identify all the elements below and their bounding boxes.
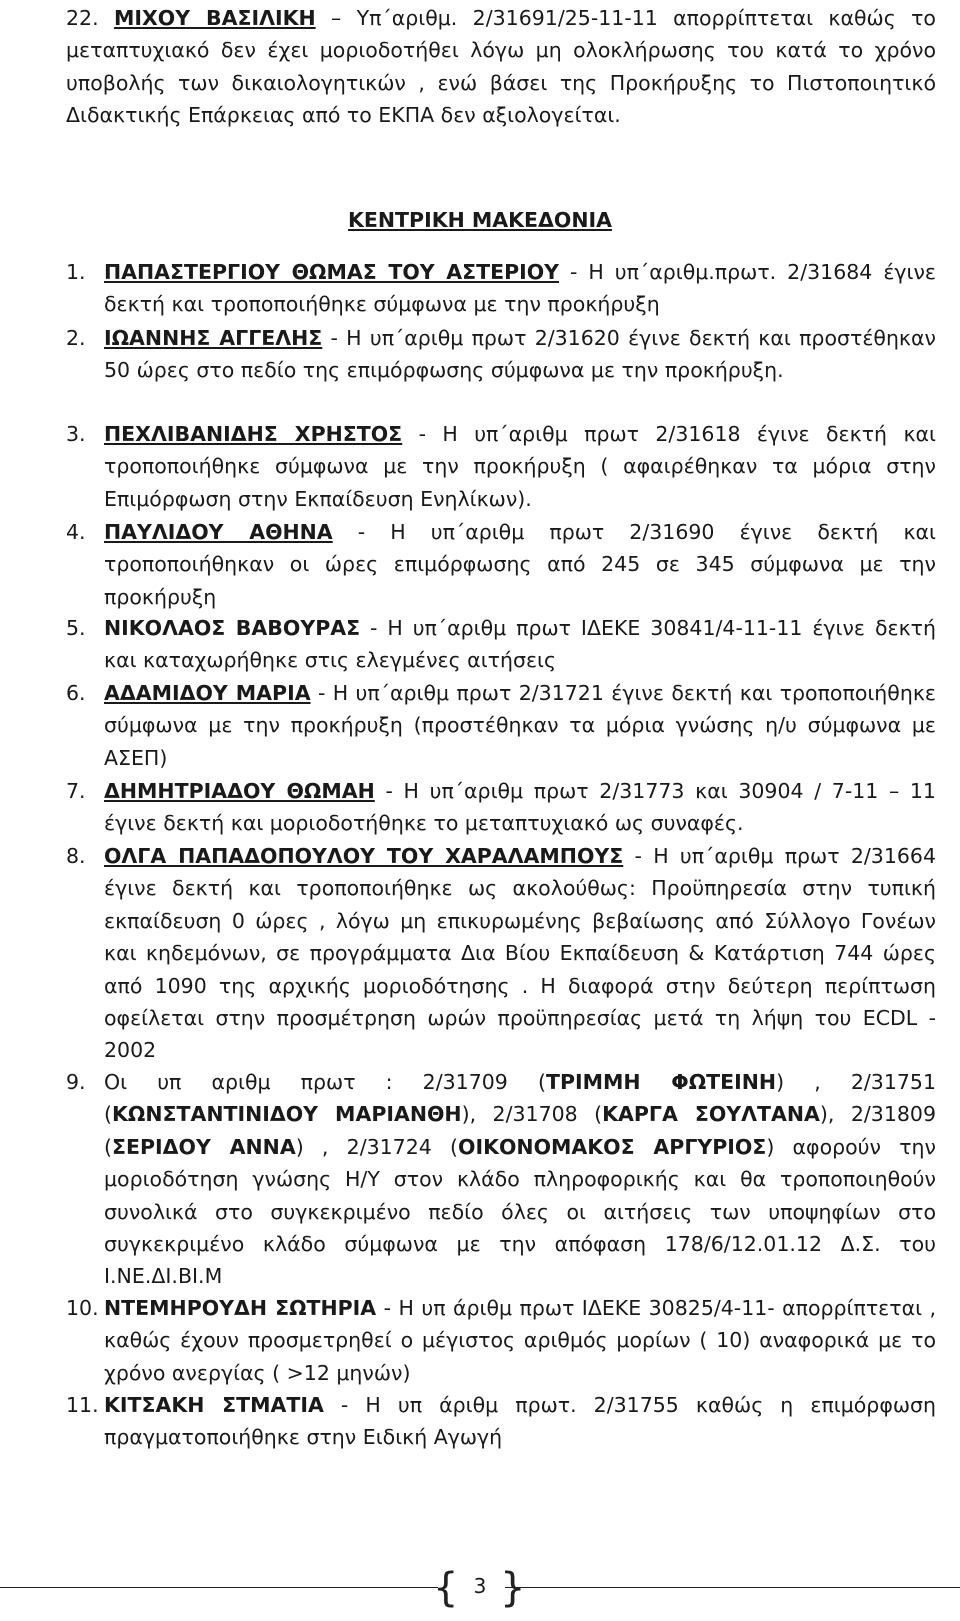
- item-name: ΑΔΑΜΙΔΟΥ ΜΑΡΙΑ: [104, 681, 311, 705]
- item-name: ΠΑΥΛΙΔΟΥ ΑΘΗΝΑ: [104, 520, 333, 544]
- item-name: ΝΤΕΜΗΡΟΥΔΗ ΣΩΤΗΡΙΑ: [104, 1296, 377, 1320]
- item-text: - Η υπ΄αριθμ πρωτ ΙΔΕΚΕ 30841/4-11-11 έγινε δεκτή και καταχωρήθηκε στις ελεγμένες αιτήσεις: [104, 616, 936, 673]
- entry-22: [66, 2, 936, 132]
- item-name: ΣΕΡΙΔΟΥ ΑΝΝΑ: [112, 1134, 296, 1159]
- item-text: - Η υπ΄αριθμ πρωτ 2/31620 έγινε δεκτή και προστέθηκαν 50 ώρες στο πεδίο της επιμόρφωσης σύμφωνα με την προκήρυξη.: [104, 326, 936, 383]
- item-number: 1.: [66, 260, 86, 284]
- item-text: ), 2/31809 (: [104, 1102, 936, 1159]
- item-name: ΙΩΑΝΝΗΣ ΑΓΓΕΛΗΣ: [104, 326, 323, 350]
- item-number: 10.: [66, 1296, 99, 1320]
- item-name: ΔΗΜΗΤΡΙΑΔΟΥ ΘΩΜΑΗ: [104, 779, 375, 803]
- item-name: ΟΙΚΟΝΟΜΑΚΟΣ ΑΡΓΥΡΙΟΣ: [458, 1134, 767, 1159]
- item-number: 7.: [66, 779, 86, 803]
- list-item: [66, 775, 936, 840]
- list-item: [66, 418, 936, 515]
- item-text: - Η υπ΄αριθμ πρωτ 2/31618 έγινε δεκτή και τροποποιήθηκε σύμφωνα με την προκήρυξη ( αφαιρέθηκαν τα μόρια στην Επιμόρφωση στην Εκπαίδευση Ενηλίκων).: [104, 422, 936, 511]
- item-text: - Η υπ άριθμ πρωτ. 2/31755 καθώς η επιμόρφωση πραγματοποιήθηκε στην Ειδική Αγωγή: [104, 1393, 936, 1450]
- list-item: [66, 1292, 936, 1389]
- left-brace-icon: {: [433, 1565, 459, 1611]
- item-number: 8.: [66, 844, 86, 868]
- footer-rule-left: [0, 1587, 438, 1588]
- item-text: ), 2/31708 (: [461, 1102, 603, 1127]
- item-name: ΟΛΓΑ ΠΑΠΑΔΟΠΟΥΛΟΥ ΤΟΥ ΧΑΡΑΛΑΜΠΟΥΣ: [104, 844, 624, 868]
- list-item: [66, 256, 936, 321]
- list-item: [66, 1066, 936, 1293]
- item-text: ) , 2/31751 (: [104, 1070, 937, 1127]
- item-text: - Η υπ΄αριθμ πρωτ 2/31721 έγινε δεκτή και τροποποιήθηκε σύμφωνα με την προκήρυξη (προστέθηκαν τα μόρια γνώσης η/υ σύμφωνα με ΑΣΕΠ): [104, 681, 936, 770]
- item-text: - Η υπ΄αριθμ πρωτ 2/31664 έγινε δεκτή και τροποποιήθηκε ως ακολούθως: Προϋπηρεσία στην τυπική εκπαίδευση 0 ώρες , λόγω μη επικυρωμένης βεβαίωσης από Σύλλογο Γονέων και κηδεμόνων, σε προγράμματα Δια Βίου Εκπαίδευση & Κατάρτιση 744 ώρες από 1090 της αρχικής μοριοδότησης . Η διαφορά στην δεύτερη περίπτωση οφείλεται στην προσμέτρηση ωρών προϋπηρεσίας μετά τη λήψη του ECDL - 2002: [104, 844, 937, 1063]
- right-brace-icon: {: [500, 1565, 526, 1611]
- footer-rule-right: [505, 1587, 960, 1588]
- item-name: ΚΩΝΣΤΑΝΤΙΝΙΔΟΥ ΜΑΡΙΑΝΘΗ: [112, 1102, 462, 1127]
- item-number: 3.: [66, 422, 86, 446]
- list-item: [66, 612, 936, 677]
- item-text: - Η υπ΄αριθμ.πρωτ. 2/31684 έγινε δεκτή και τροποποιήθηκε σύμφωνα με την προκήρυξη: [104, 260, 937, 317]
- item-name: ΚΑΡΓΑ ΣΟΥΛΤΑΝΑ: [602, 1102, 820, 1127]
- item-number: 6.: [66, 681, 86, 705]
- item-name: ΝΙΚΟΛΑΟΣ ΒΑΒΟΥΡΑΣ: [104, 616, 361, 640]
- item-number: 5.: [66, 616, 86, 640]
- item-number: 11.: [66, 1393, 99, 1417]
- page-number: 3: [473, 1574, 487, 1598]
- item-text: - Η υπ΄αριθμ πρωτ 2/31690 έγινε δεκτή και τροποποιήθηκαν οι ώρες επιμόρφωσης από 245 σε 345 σύμφωνα με την προκήρυξη: [104, 520, 936, 609]
- item-name: ΤΡΙΜΜΗ ΦΩΤΕΙΝΗ: [545, 1070, 777, 1094]
- item-text: - Η υπ΄αριθμ πρωτ 2/31773 και 30904 / 7-11 – 11 έγινε δεκτή και μοριοδοτήθηκε το μεταπτυχιακό ως συναφές.: [104, 779, 936, 836]
- item-name: ΠΕΧΛΙΒΑΝΙΔΗΣ ΧΡΗΣΤΟΣ: [104, 422, 403, 446]
- item-number: 2.: [66, 326, 86, 350]
- section-title: ΚΕΝΤΡΙΚΗ ΜΑΚΕΔΟΝΙΑ: [348, 208, 612, 232]
- item-text: ) αφορούν την μοριοδότηση γνώσης Η/Υ στον κλάδο πληροφορικής και θα τροποποιηθούν συνολικά στο συγκεκριμένο πεδίο όλες οι αιτήσεις των υποψηφίων στο συγκεκριμένο κλάδο σύμφωνα με την απόφαση 178/6/12.01.12 Δ.Σ. του Ι.ΝΕ.ΔΙ.ΒΙ.Μ: [104, 1134, 936, 1289]
- item-text: ) , 2/31724 (: [295, 1134, 459, 1159]
- item-number: 9.: [66, 1070, 86, 1094]
- list-item: [66, 677, 936, 774]
- list-item: [66, 1389, 936, 1454]
- list-item: [66, 516, 936, 613]
- item-name: ΚΙΤΣΑΚΗ ΣΤΜΑΤΙΑ: [104, 1393, 324, 1417]
- list-item: [66, 840, 936, 1067]
- page-footer: [0, 1565, 960, 1611]
- entry-text: – Υπ΄αριθμ. 2/31691/25-11-11 απορρίπτεται καθώς το μεταπτυχιακό δεν έχει μοριοδοτήθει λόγω μη ολοκλήρωσης του κατά το χρόνο υποβολής των δικαιολογητικών , ενώ βάσει της Προκήρυξης το Πιστοποιητικό Διδακτικής Επάρκειας από το ΕΚΠΑ δεν αξιολογείται.: [66, 6, 936, 128]
- entry-number: 22.: [66, 6, 99, 30]
- entry-name: ΜΙΧΟΥ ΒΑΣΙΛΙΚΗ: [113, 6, 316, 30]
- item-text: Οι υπ αριθμ πρωτ : 2/31709 (: [104, 1070, 546, 1094]
- item-number: 4.: [66, 520, 86, 544]
- item-name: ΠΑΠΑΣΤΕΡΓΙΟΥ ΘΩΜΑΣ ΤΟΥ ΑΣΤΕΡΙΟΥ: [104, 260, 560, 284]
- list-item: [66, 322, 936, 387]
- item-text: - Η υπ άριθμ πρωτ ΙΔΕΚΕ 30825/4-11- απορρίπτεται , καθώς έχουν προσμετρηθεί ο μέγιστος αριθμός μορίων ( 10) αναφορικά με το χρόνο ανεργίας ( >12 μηνών): [104, 1296, 937, 1385]
